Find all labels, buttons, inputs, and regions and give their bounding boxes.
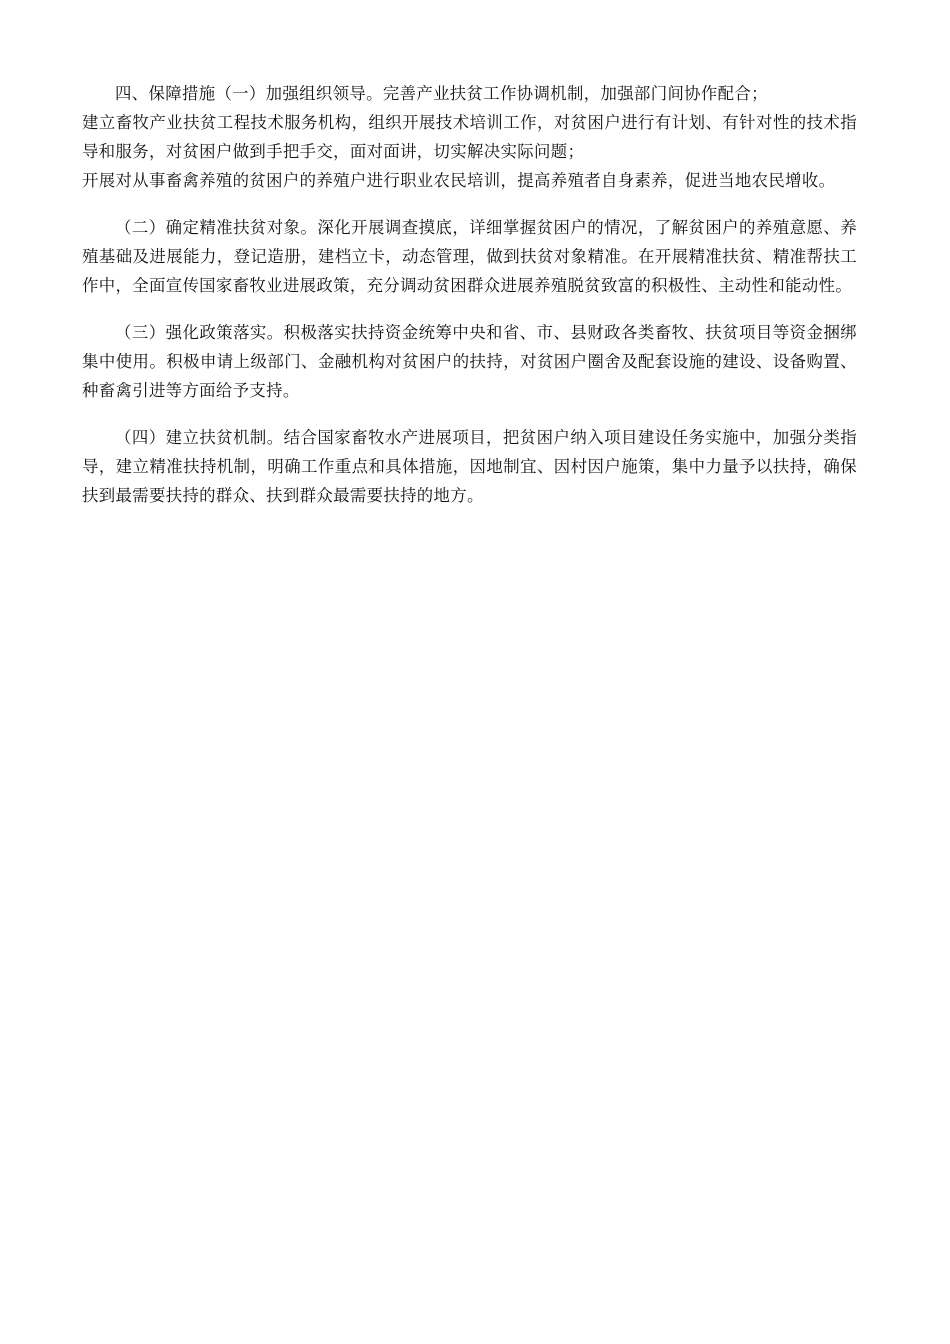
document-body xyxy=(82,79,857,510)
paragraph-target-identification: （二）确定精准扶贫对象。深化开展调查摸底，详细掌握贫困户的情况，了解贫困户的养殖意愿、养殖基础及进展能力，登记造册，建档立卡，动态管理，做到扶贫对象精准。在开展精准扶贫、精准帮扶工作中，全面宣传国家畜牧业进展政策，充分调动贫困群众进展养殖脱贫致富的积极性、主动性和能动性。 xyxy=(82,218,857,295)
paragraph-farmer-training: 开展对从事畜禽养殖的贫困户的养殖户进行职业农民培训，提高养殖者自身素养，促进当地农民增收。 xyxy=(82,171,836,190)
paragraph-safeguard-measures: 四、保障措施（一）加强组织领导。完善产业扶贫工作协调机制，加强部门间协作配合； xyxy=(115,84,768,103)
paragraph-technical-services: 建立畜牧产业扶贫工程技术服务机构，组织开展技术培训工作，对贫困户进行有计划、有针对性的技术指导和服务，对贫困户做到手把手交，面对面讲，切实解决实际问题； xyxy=(82,113,857,161)
paragraph-policy-implementation: （三）强化政策落实。积极落实扶持资金统筹中央和省、市、县财政各类畜牧、扶贫项目等资金捆绑集中使用。积极申请上级部门、金融机构对贫困户的扶持，对贫困户圈舍及配套设施的建设、设备购置、种畜禽引进等方面给予支持。 xyxy=(82,323,857,400)
paragraph-poverty-mechanism: （四）建立扶贫机制。结合国家畜牧水产进展项目，把贫困户纳入项目建设任务实施中，加强分类指导，建立精准扶持机制，明确工作重点和具体措施，因地制宜、因村因户施策，集中力量予以扶持，确保扶到最需要扶持的群众、扶到群众最需要扶持的地方。 xyxy=(82,428,857,505)
